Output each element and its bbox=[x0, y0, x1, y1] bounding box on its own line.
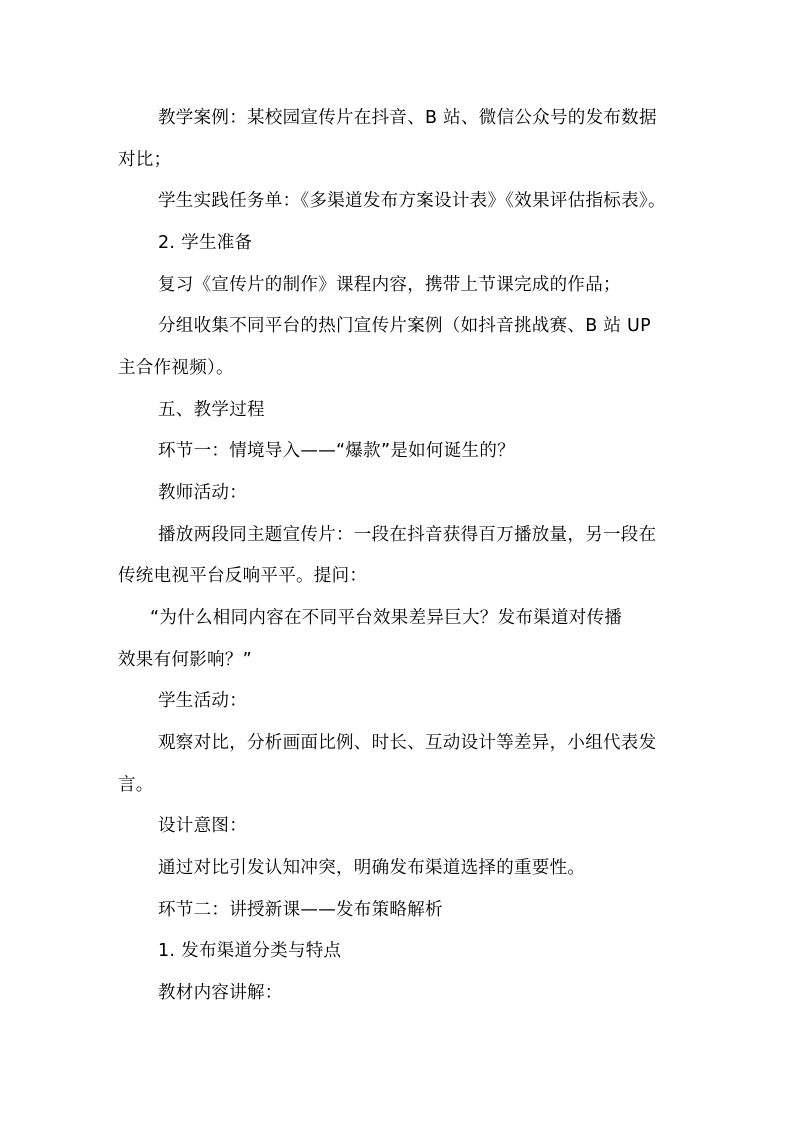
student-prep-heading: 2. 学生准备 bbox=[158, 233, 253, 253]
design-intent-line: 通过对比引发认知冲突，明确发布渠道选择的重要性。 bbox=[158, 858, 586, 878]
textbook-content-label: 教材内容讲解： bbox=[158, 983, 283, 1003]
question-quote-line: “为什么相同内容在不同平台效果差异巨大？发布渠道对传播 bbox=[150, 608, 623, 628]
teaching-case-line-cont: 对比； bbox=[118, 150, 172, 170]
question-quote-line-cont: 效果有何影响？” bbox=[118, 650, 252, 670]
teaching-case-line: 教学案例：某校园宣传片在抖音、B 站、微信公众号的发布数据 bbox=[158, 108, 657, 128]
teacher-activity-label: 教师活动： bbox=[158, 483, 247, 503]
teacher-activity-line-cont: 传统电视平台反响平平。提问： bbox=[118, 566, 368, 586]
student-activity-label: 学生活动： bbox=[158, 691, 247, 711]
teacher-activity-line: 播放两段同主题宣传片：一段在抖音获得百万播放量，另一段在 bbox=[158, 525, 657, 545]
section-heading-process: 五、教学过程 bbox=[158, 400, 265, 420]
review-course-line: 复习《宣传片的制作》课程内容，携带上节课完成的作品； bbox=[158, 275, 621, 295]
group-collect-line-cont: 主合作视频）。 bbox=[118, 358, 234, 378]
stage-one-heading: 环节一：情境导入——“爆款”是如何诞生的？ bbox=[158, 441, 515, 461]
channel-classification-heading: 1. 发布渠道分类与特点 bbox=[158, 941, 342, 961]
group-collect-line: 分组收集不同平台的热门宣传片案例（如抖音挑战赛、B 站 UP bbox=[158, 316, 651, 336]
student-activity-line: 观察对比，分析画面比例、时长、互动设计等差异，小组代表发 bbox=[158, 733, 657, 753]
design-intent-label: 设计意图： bbox=[158, 816, 247, 836]
student-task-sheet-line: 学生实践任务单：《多渠道发布方案设计表》《效果评估指标表》。 bbox=[158, 191, 666, 211]
student-activity-line-cont: 言。 bbox=[118, 775, 154, 795]
stage-two-heading: 环节二：讲授新课——发布策略解析 bbox=[158, 900, 443, 920]
